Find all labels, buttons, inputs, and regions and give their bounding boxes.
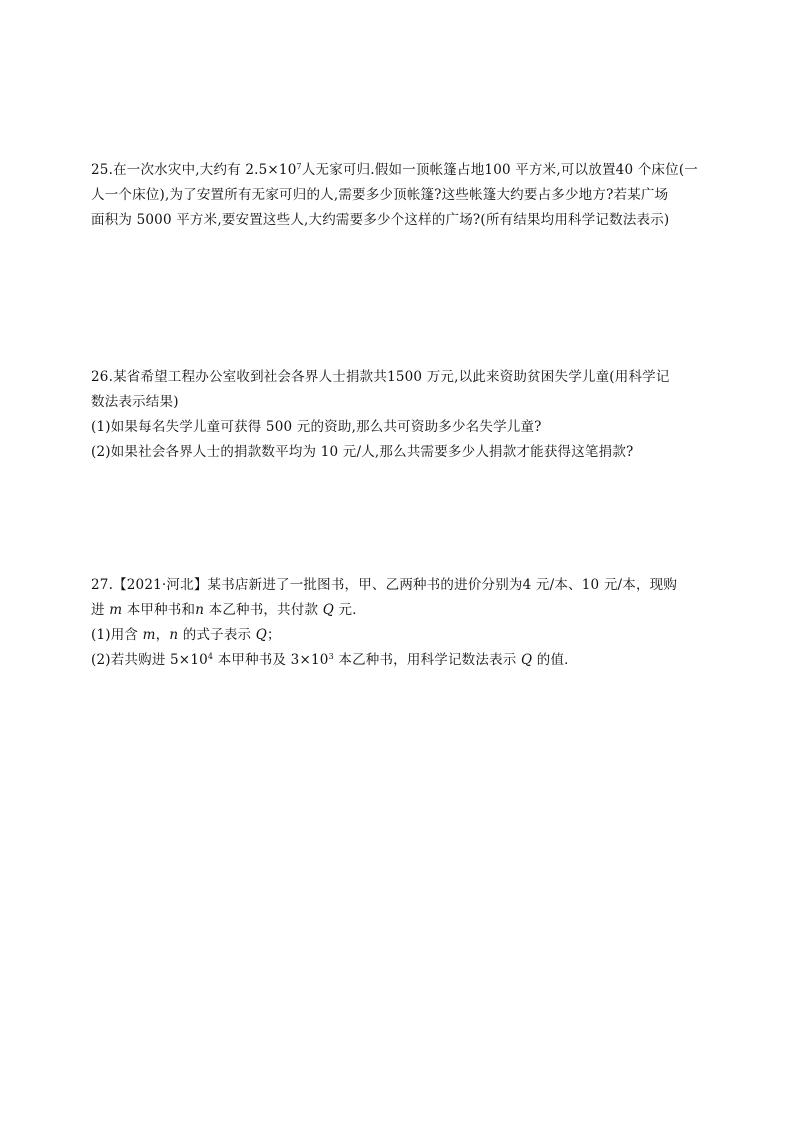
exponent: 3 [328,652,334,661]
exponent: 4 [207,652,214,661]
variable-q: Q [520,652,533,668]
variable-q: Q [322,602,334,618]
problem-25-line-2: 人一个床位),为了安置所有无家可归的人,需要多少顶帐篷?这些帐篷大约要占多少地方?若某广场 [91,187,669,203]
variable-m: m [142,627,156,643]
problem-27-line-2: 进 m 本甲种书和n 本乙种书，共付款 Q 元． [91,602,366,618]
problem-25-line-1: 25.在一次水灾中,大约有 $2.5\times 10^7$人无家可归.假如一顶帐篷占地100 平方米,可以放置40 个床位(一 [91,162,698,178]
variable-q: Q [255,627,268,643]
problem-26-question-2: (2)如果社会各界人士的捐款数平均为 10 元/人,那么共需要多少人捐款才能获得这笔捐款? [91,444,634,460]
problem-27 [91,573,706,673]
problem-27-question-1: (1)用含 m，n 的式子表示 Q； [91,627,281,643]
problem-26-line-1: 26.某省希望工程办公室收到社会各界人士捐款共1500 万元,以此来资助贫困失学儿童(用科学记 [91,369,670,385]
variable-n: n [169,627,179,643]
problem-25 [91,158,706,233]
problem-26 [91,365,706,465]
variable-m: m [109,602,123,618]
variable-n: n [195,602,205,618]
problem-27-line-1: 27.【2021·河北】某书店新进了一批图书，甲、乙两种书的进价分别为4 元/本、10 元/本，现购 [91,577,678,593]
problem-26-line-2: 数法表示结果) [91,394,179,410]
problem-26-question-1: (1)如果每名失学儿童可获得 500 元的资助,那么共可资助多少名失学儿童? [91,419,542,435]
exponent: 7 [296,162,302,171]
problem-27-question-2: (2)若共购进 $5\times 10^4$ 本甲种书及 $3\times 10^3$ 本乙种书，用科学记数法表示 Q 的值． [91,652,578,668]
problem-25-line-3: 面积为 5000 平方米,要安置这些人,大约需要多少个这样的广场?(所有结果均用科学记数法表示) [91,212,670,228]
